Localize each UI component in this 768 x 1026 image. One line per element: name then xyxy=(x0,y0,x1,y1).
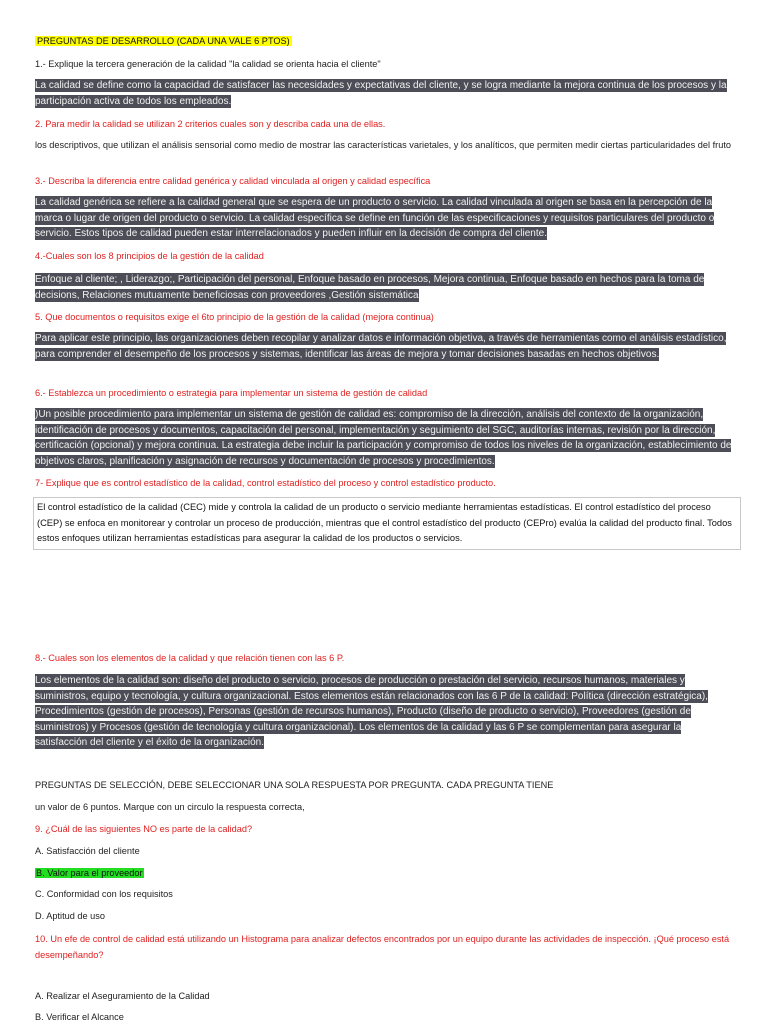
answer-6-text: )Un posible procedimiento para implementar un sistema de gestión de calidad es: compromiso de la dirección, análisis del contexto de la organización, identificación de procesos y documentos, capacitación del personal, implementación y seguimiento del SGC, auditorías internas, revisión por la dirección, certificación (opcional) y mejora continua. La estrategia debe incluir la participación y compromiso de todos los niveles de la organización, establecimiento de objetivos claros, planificación y asignación de recursos y documentación de procesos y procedimientos. xyxy=(35,409,732,467)
question-9: 9. ¿Cuál de las siguientes NO es parte de la calidad? xyxy=(35,824,253,834)
question-10: 10. Un efe de control de calidad está utilizando un Histograma para analizar defectos encontrados por un equipo durante las actividades de inspección. ¡Qué proceso está desempeñando? xyxy=(35,934,730,960)
answer-4-text: Enfoque al cliente; , Liderazgo;, Participación del personal, Enfoque basado en procesos, Mejora continua, Enfoque basado en hechos para la toma de decisions, Relaciones mutuamente beneficiosas con proveedores ,Gestión sistemática xyxy=(35,274,705,301)
question-4: 4.-Cuales son los 8 principios de la gestión de la calidad xyxy=(35,251,264,261)
selection-instructions: un valor de 6 puntos. Marque con un circulo la respuesta correcta, xyxy=(35,802,305,812)
answer-8 xyxy=(35,673,735,751)
question-1: 1.- Explique la tercera generación de la calidad "la calidad se orienta hacia el cliente" xyxy=(35,59,381,69)
q9-option-a: A. Satisfacción del cliente xyxy=(35,846,140,856)
q9-option-c: C. Conformidad con los requisitos xyxy=(35,889,173,899)
answer-7: El control estadístico de la calidad (CEC) mide y controla la calidad de un producto o servicio mediante herramientas estadísticas. El control estadístico del proceso (CEP) se enfoca en monitorear y controlar un proceso de producción, mientras que el control estadístico del producto (CEPro) evalúa la calidad del producto final. Todos estos enfoques utilizan herramientas estadísticas para asegurar la calidad de los productos o servicios. xyxy=(33,497,741,550)
answer-8-text: Los elementos de la calidad son: diseño del producto o servicio, procesos de producción o prestación del servicio, recursos humanos, materiales y suministros, equipo y tecnología, y cultura organizacional. Estos elementos están relacionados con las 6 P de la calidad: Política (dirección estratégica), Procedimientos (gestión de procesos), Personas (gestión de recursos humanos), Producto (diseño de producto o servicio), Proveedores (gestión de suministros) y Procesos (gestión de tecnología y cultura organizacional). Los elementos de la calidad y las 6 P se complementan para asegurar la satisfacción del cliente y el éxito de la organización. xyxy=(35,675,708,749)
question-7: 7- Explique que es control estadístico de la calidad, control estadístico del proceso y control estadístico producto. xyxy=(35,478,496,488)
q9-option-b xyxy=(35,866,735,882)
q9-option-b-text: B. Valor para el proveedor xyxy=(36,868,143,878)
q9-option-d: D. Aptitud de uso xyxy=(35,911,105,921)
section-header-text: PREGUNTAS DE DESARROLLO (CADA UNA VALE 6 PTOS) xyxy=(37,36,290,46)
q10-option-b: B. Verificar el Alcance xyxy=(35,1012,124,1022)
selection-header: PREGUNTAS DE SELECCIÓN, DEBE SELECCIONAR UNA SOLA RESPUESTA POR PREGUNTA. CADA PREGUNTA TIENE xyxy=(35,780,554,790)
answer-5 xyxy=(35,331,735,362)
answer-6 xyxy=(35,407,735,469)
question-2: 2. Para medir la calidad se utilizan 2 criterios cuales son y describa cada una de ellas. xyxy=(35,119,386,129)
answer-5-text: Para aplicar este principio, las organizaciones deben recopilar y analizar datos e información objetiva, a través de herramientas como el análisis estadístico, para comprender el desempeño de los procesos y sistemas, identificar las áreas de mejora y tomar decisiones basadas en hechos objetivos. xyxy=(35,333,727,360)
answer-1-text: La calidad se define como la capacidad de satisfacer las necesidades y expectativas del cliente, y se logra mediante la mejora continua de los procesos y la participación activa de todos los empleados. xyxy=(35,80,727,107)
answer-3-text: La calidad genérica se refiere a la calidad general que se espera de un producto o servicio. La calidad vinculada al origen se basa en la percepción de la marca o lugar de origen del producto o servicio. La calidad específica se define en función de las especificaciones y requisitos particulares del producto o servicio. Estos tipos de calidad pueden estar interrelacionados y pueden influir en la decisión de compra del cliente. xyxy=(35,197,715,240)
question-8: 8.- Cuales son los elementos de la calidad y que relación tienen con las 6 P. xyxy=(35,653,345,663)
question-5: 5. Que documentos o requisitos exige el 6to principio de la gestión de la calidad (mejora continua) xyxy=(35,312,434,322)
answer-4 xyxy=(35,272,735,303)
answer-2: los descriptivos, que utilizan el análisis sensorial como medio de mostrar las características varietales, y los analíticos, que permiten medir ciertas particularidades del fruto xyxy=(35,140,732,150)
section-header xyxy=(35,34,735,50)
answer-1 xyxy=(35,78,735,109)
question-3: 3.- Describa la diferencia entre calidad genérica y calidad vinculada al origen y calidad específica xyxy=(35,176,431,186)
question-6: 6.- Establezca un procedimiento o estrategia para implementar un sistema de gestión de calidad xyxy=(35,388,428,398)
q10-option-a: A. Realizar el Aseguramiento de la Calidad xyxy=(35,991,210,1001)
answer-3 xyxy=(35,195,735,242)
